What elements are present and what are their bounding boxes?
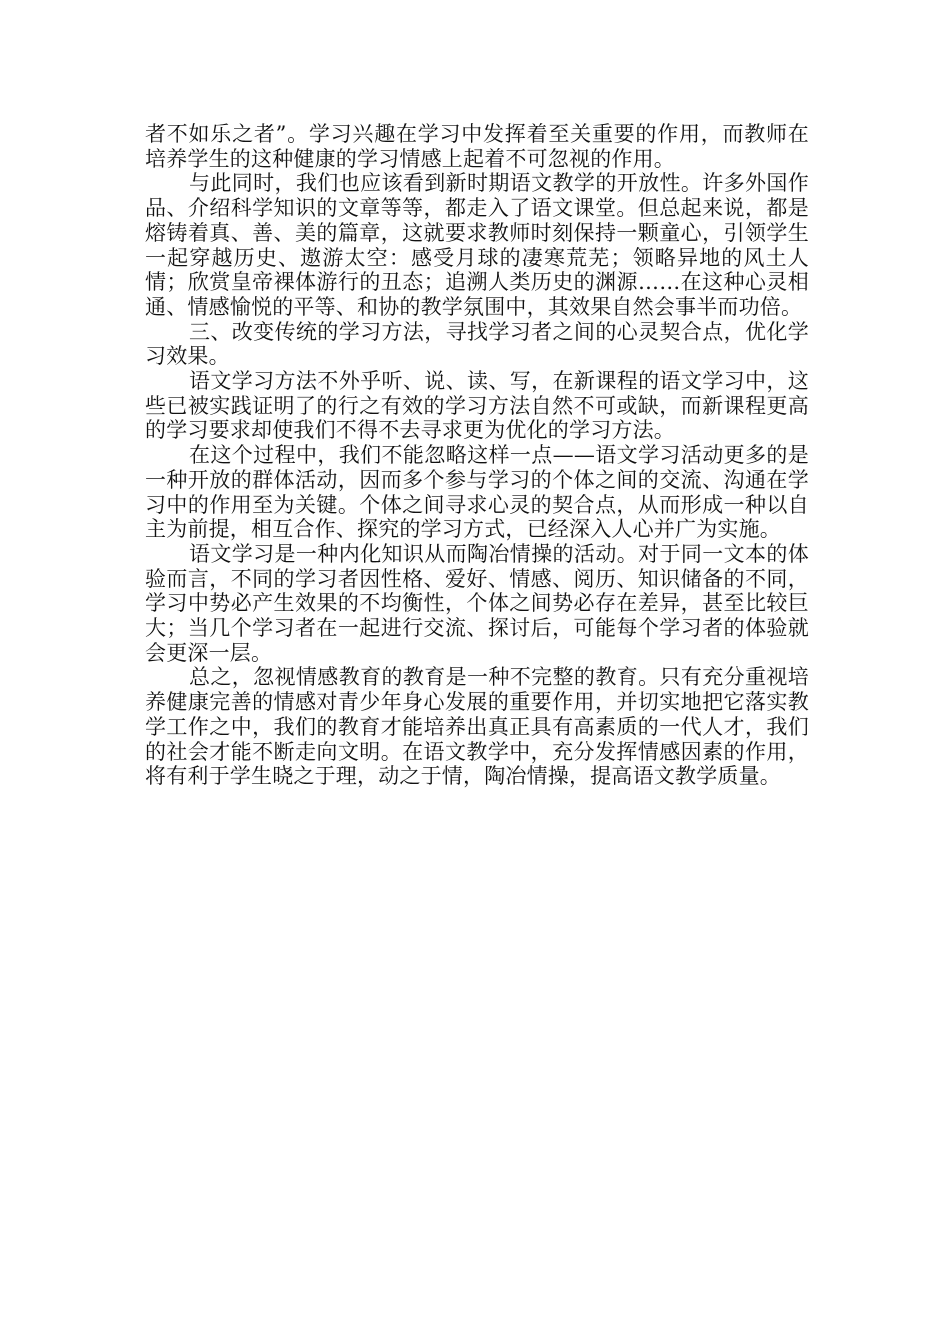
paragraph-4: 语文学习方法不外乎听、说、读、写，在新课程的语文学习中，这些已被实践证明了的行之有效的学习方法自然不可或缺，而新课程更高的学习要求却使我们不得不去寻求更为优化的学习方法。: [145, 369, 809, 443]
paragraph-2: 与此同时，我们也应该看到新时期语文教学的开放性。许多外国作品、介绍科学知识的文章等等，都走入了语文课堂。但总起来说，都是熔铸着真、善、美的篇章，这就要求教师时刻保持一颗童心，引领学生一起穿越历史、遨游太空：感受月球的凄寒荒芜；领略异地的风土人情；欣赏皇帝裸体游行的丑态；追溯人类历史的渊源……在这种心灵相通、情感愉悦的平等、和协的教学氛围中，其效果自然会事半而功倍。: [145, 171, 809, 319]
document-body: [145, 122, 809, 789]
paragraph-1: 者不如乐之者”。学习兴趣在学习中发挥着至关重要的作用，而教师在培养学生的这种健康的学习情感上起着不可忽视的作用。: [145, 122, 809, 171]
section-heading-3: 三、改变传统的学习方法，寻找学习者之间的心灵契合点，优化学习效果。: [145, 319, 809, 369]
paragraph-5: 在这个过程中，我们不能忽略这样一点——语文学习活动更多的是一种开放的群体活动，因而多个参与学习的个体之间的交流、沟通在学习中的作用至为关键。个体之间寻求心灵的契合点，从而形成一种以自主为前提，相互合作、探究的学习方式，已经深入人心并广为实施。: [145, 443, 809, 542]
paragraph-7: 总之，忽视情感教育的教育是一种不完整的教育。只有充分重视培养健康完善的情感对青少年身心发展的重要作用，并切实地把它落实教学工作之中，我们的教育才能培养出真正具有高素质的一代人才，我们的社会才能不断走向文明。在语文教学中，充分发挥情感因素的作用，将有利于学生晓之于理，动之于情，陶冶情操，提高语文教学质量。: [145, 665, 809, 789]
paragraph-6: 语文学习是一种内化知识从而陶冶情操的活动。对于同一文本的体验而言，不同的学习者因性格、爱好、情感、阅历、知识储备的不同，学习中势必产生效果的不均衡性，个体之间势必存在差异，甚至比较巨大；当几个学习者在一起进行交流、探讨后，可能每个学习者的体验就会更深一层。: [145, 541, 809, 665]
